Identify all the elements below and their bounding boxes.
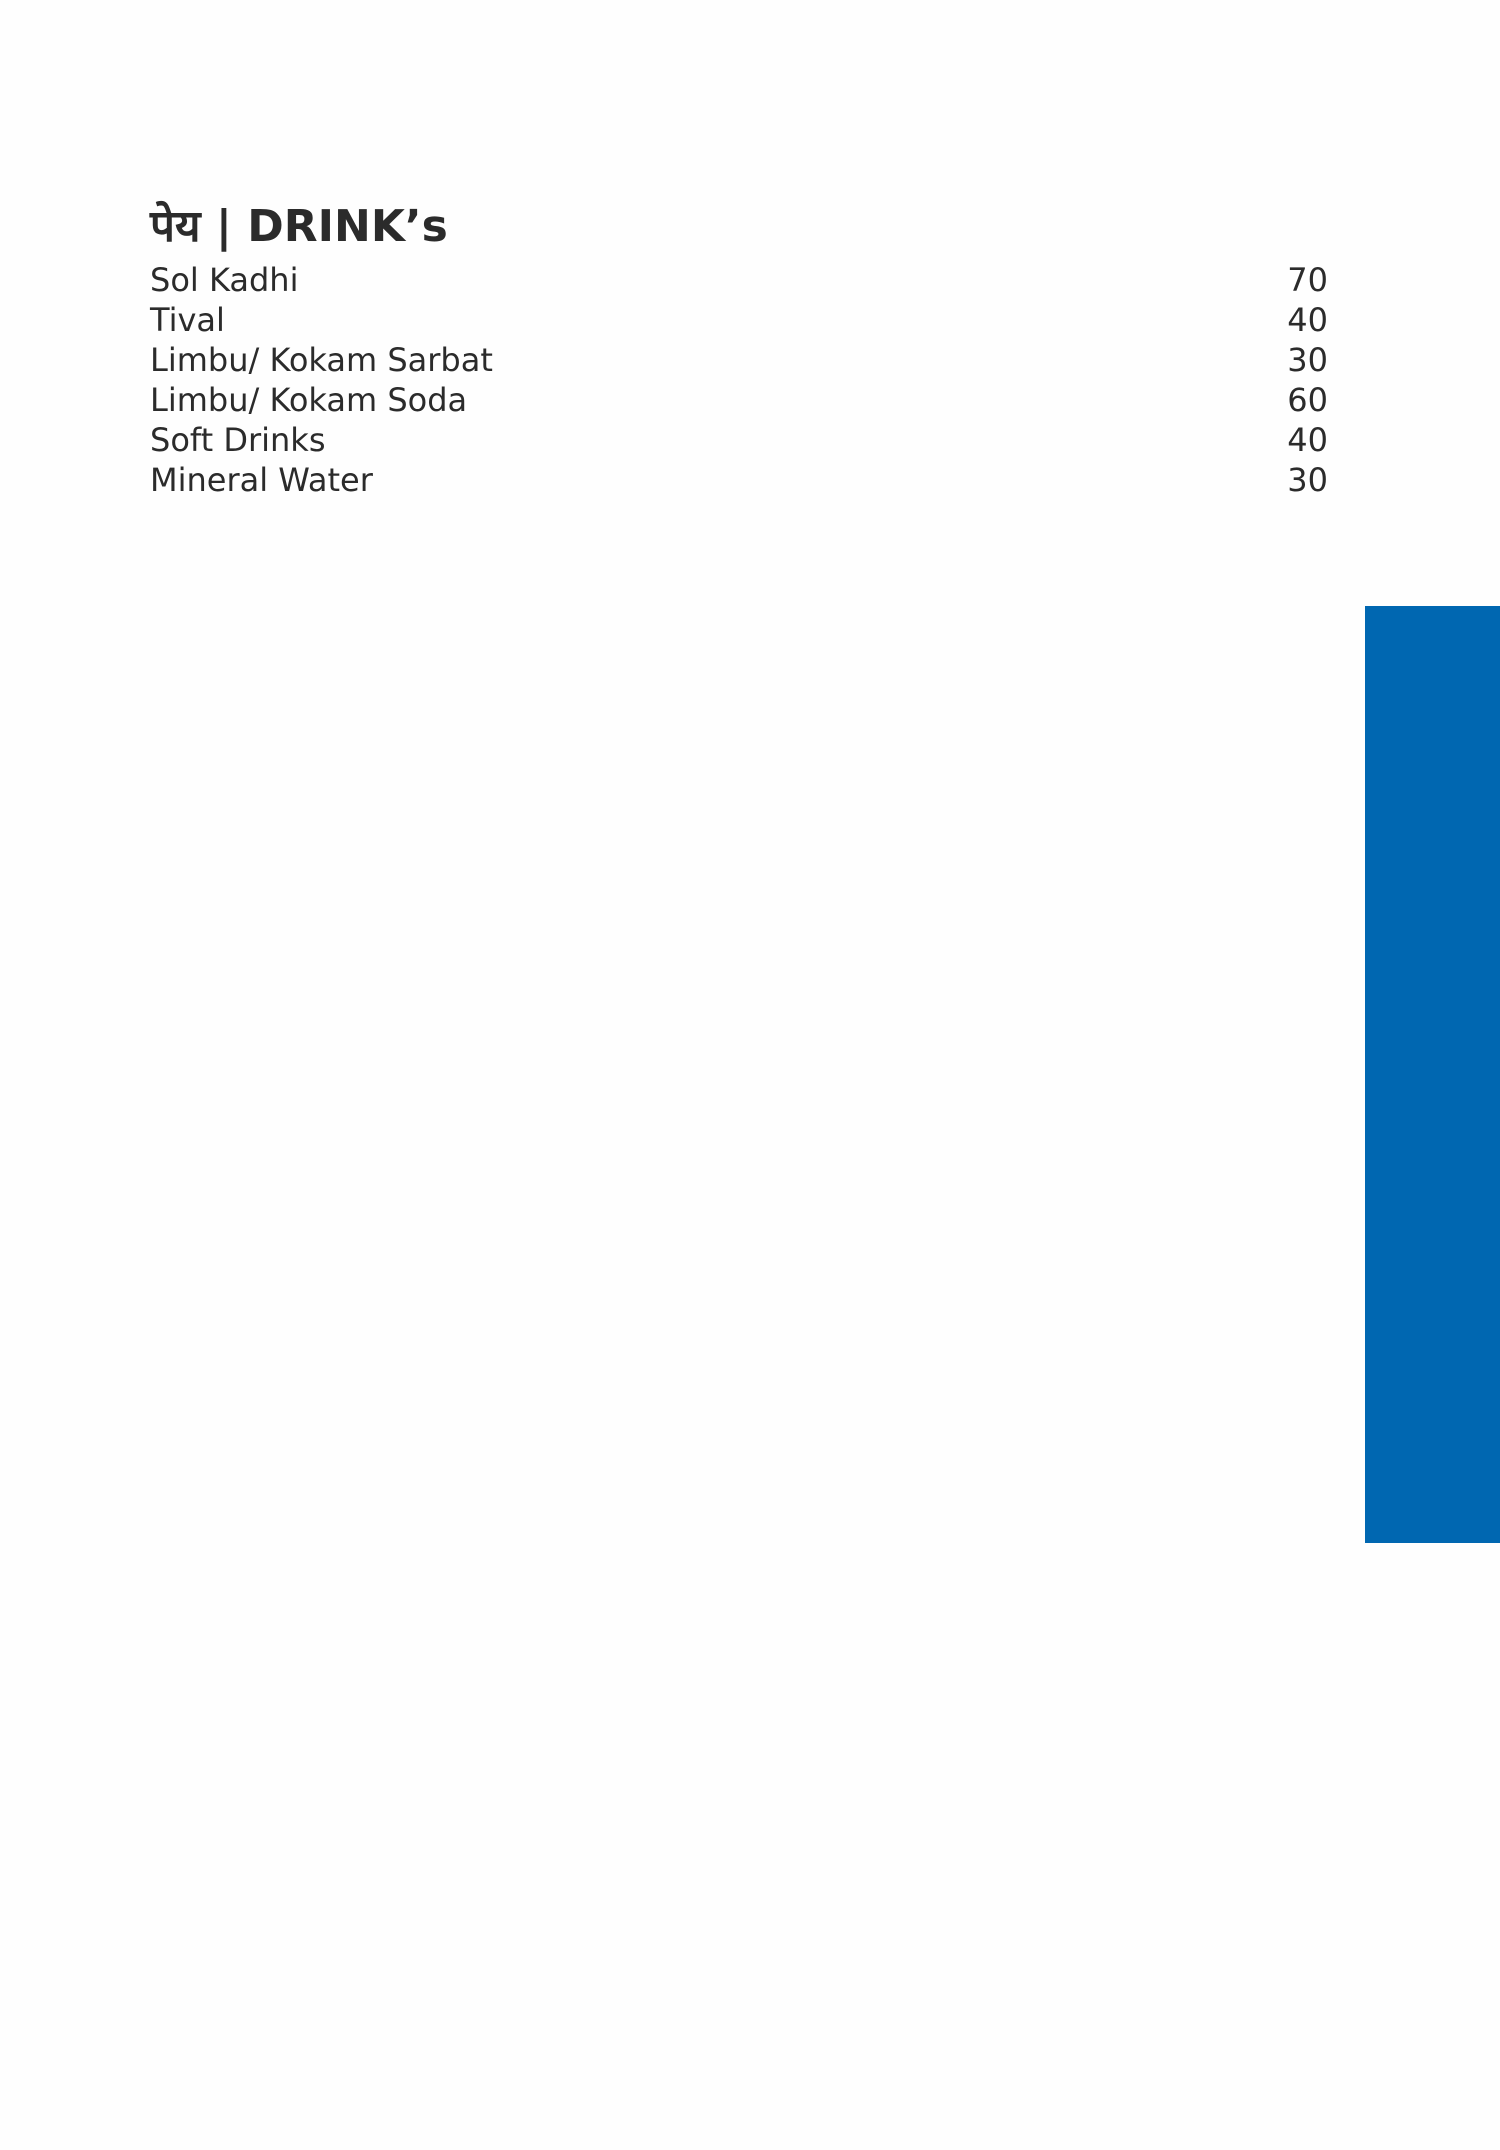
menu-item <box>150 420 1328 460</box>
item-name: Soft Drinks <box>150 421 326 459</box>
drinks-menu-section <box>150 196 1328 500</box>
drinks-list <box>150 260 1328 500</box>
menu-item <box>150 460 1328 500</box>
section-title: पेय | DRINK’s <box>150 201 448 252</box>
item-price: 70 <box>1287 261 1328 299</box>
item-name: Mineral Water <box>150 461 373 499</box>
menu-item <box>150 380 1328 420</box>
menu-item <box>150 300 1328 340</box>
item-price: 30 <box>1287 461 1328 499</box>
item-price: 40 <box>1287 421 1328 459</box>
menu-item <box>150 260 1328 300</box>
item-name: Limbu/ Kokam Sarbat <box>150 341 493 379</box>
item-price: 40 <box>1287 301 1328 339</box>
menu-item <box>150 340 1328 380</box>
item-price: 60 <box>1287 381 1328 419</box>
item-name: Limbu/ Kokam Soda <box>150 381 468 419</box>
item-name: Tival <box>150 301 225 339</box>
item-price: 30 <box>1287 341 1328 379</box>
side-color-tab <box>1365 606 1500 1543</box>
item-name: Sol Kadhi <box>150 261 299 299</box>
